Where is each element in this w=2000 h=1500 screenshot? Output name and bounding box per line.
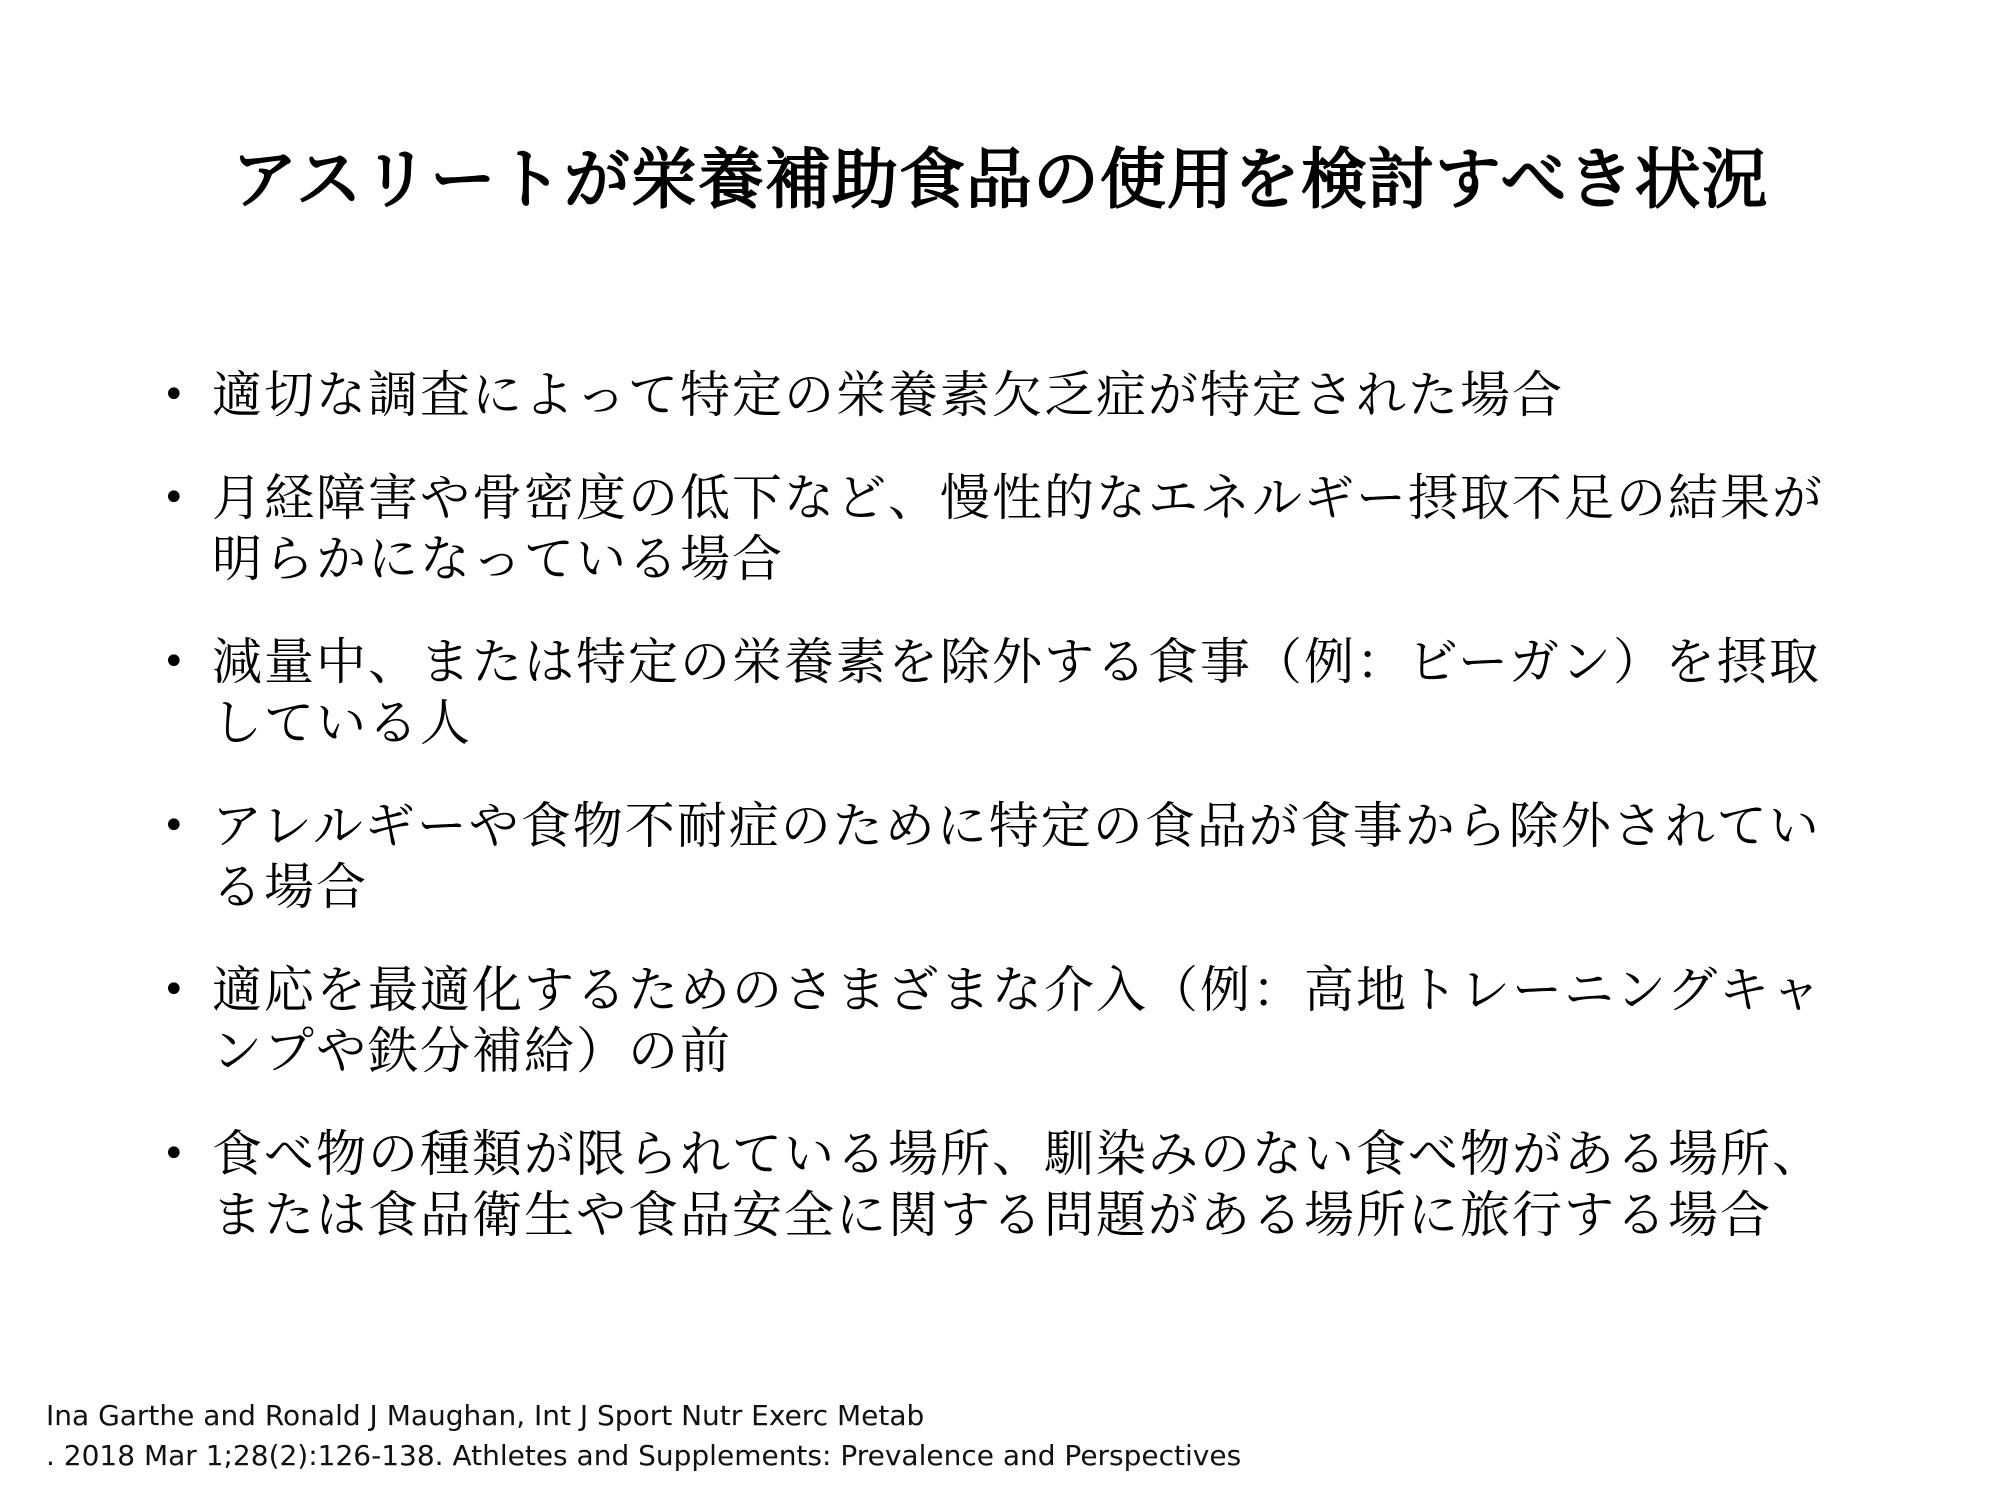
- bullet-text: 適切な調査によって特定の栄養素欠乏症が特定された場合: [212, 366, 1564, 424]
- bullet-icon: •: [162, 639, 186, 685]
- bullet-item: [150, 796, 1850, 918]
- bullet-text: アレルギーや食物不耐症のために特定の食品が食事から除外されている場合: [212, 797, 1821, 916]
- citation: [46, 1396, 1346, 1476]
- bullet-item: [150, 365, 1850, 426]
- slide-title: アスリートが栄養補助食品の使用を検討すべき状況: [231, 141, 1769, 218]
- bullet-text: 減量中、または特定の栄養素を除外する食事（例：ビーガン）を摂取している人: [212, 633, 1821, 752]
- bullet-item: [150, 960, 1850, 1082]
- bullet-icon: •: [162, 803, 186, 849]
- bullet-list: [150, 365, 1850, 1288]
- citation-line: . 2018 Mar 1;28(2):126-138. Athletes and Supplements: Prevalence and Perspectives: [46, 1439, 1242, 1472]
- bullet-item: [150, 632, 1850, 754]
- bullet-text: 食べ物の種類が限られている場所、馴染みのない食べ物がある場所、または食品衛生や食品安全に関する問題がある場所に旅行する場合: [212, 1125, 1824, 1244]
- bullet-item: [150, 468, 1850, 590]
- bullet-icon: •: [162, 475, 186, 521]
- bullet-icon: •: [162, 967, 186, 1013]
- bullet-icon: •: [162, 1131, 186, 1177]
- bullet-text: 月経障害や骨密度の低下など、慢性的なエネルギー摂取不足の結果が明らかになっている場合: [212, 469, 1824, 588]
- bullet-icon: •: [162, 372, 186, 418]
- bullet-item: [150, 1124, 1850, 1246]
- bullet-text: 適応を最適化するためのさまざまな介入（例：高地トレーニングキャンプや鉄分補給）の前: [212, 961, 1823, 1080]
- citation-line: Ina Garthe and Ronald J Maughan, Int J Sport Nutr Exerc Metab: [46, 1399, 925, 1432]
